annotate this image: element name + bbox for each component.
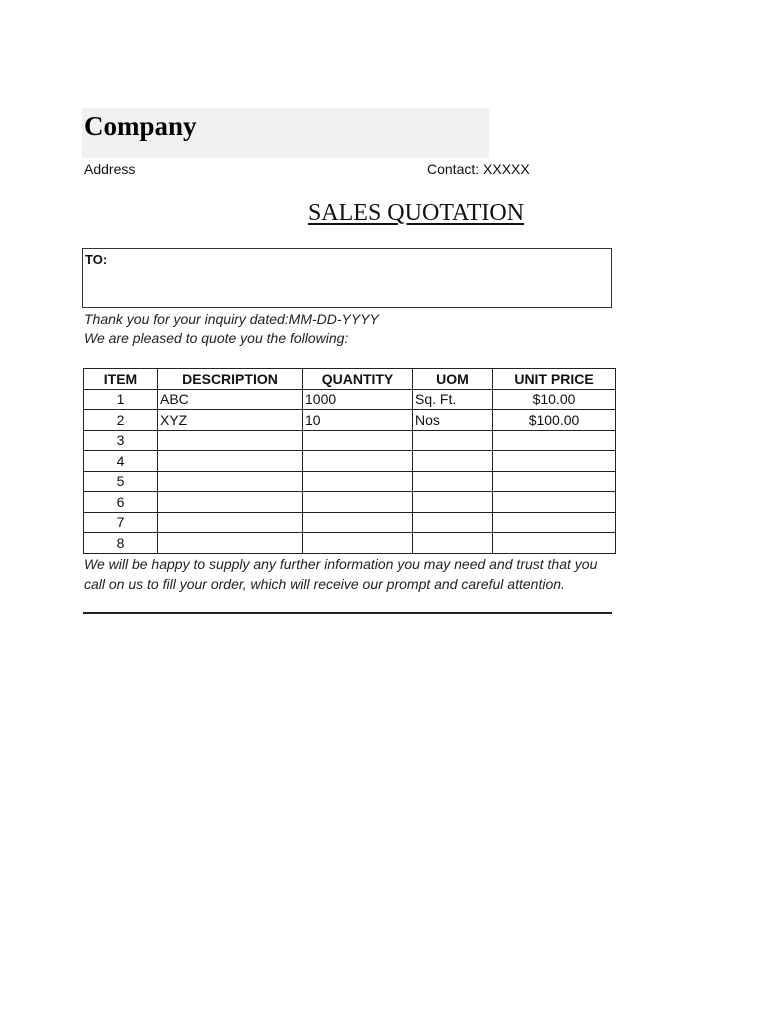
table-row	[84, 430, 616, 451]
intro-line-1: Thank you for your inquiry dated:MM-DD-YYYY	[84, 311, 379, 327]
cell-item: 3	[84, 430, 158, 451]
cell-quantity	[303, 512, 413, 533]
header-unit-price: UNIT PRICE	[493, 369, 616, 390]
cell-item: 4	[84, 451, 158, 472]
cell-uom: Nos	[413, 410, 493, 431]
cell-unit-price	[493, 430, 616, 451]
cell-quantity	[303, 471, 413, 492]
header-item: ITEM	[84, 369, 158, 390]
table-row	[84, 512, 616, 533]
cell-unit-price	[493, 451, 616, 472]
header-description: DESCRIPTION	[158, 369, 303, 390]
cell-uom	[413, 451, 493, 472]
cell-uom	[413, 533, 493, 554]
cell-unit-price	[493, 492, 616, 513]
cell-quantity	[303, 492, 413, 513]
cell-item: 7	[84, 512, 158, 533]
cell-quantity: 1000	[303, 389, 413, 410]
cell-quantity	[303, 451, 413, 472]
table-row	[84, 410, 616, 431]
quotation-table	[83, 368, 616, 554]
cell-description	[158, 471, 303, 492]
intro-line-2: We are pleased to quote you the following:	[84, 330, 349, 346]
cell-item: 2	[84, 410, 158, 431]
cell-item: 6	[84, 492, 158, 513]
cell-quantity	[303, 533, 413, 554]
cell-description: ABC	[158, 389, 303, 410]
cell-item: 8	[84, 533, 158, 554]
cell-quantity	[303, 430, 413, 451]
company-name: Company	[84, 111, 197, 141]
cell-item: 1	[84, 389, 158, 410]
cell-unit-price: $100.00	[493, 410, 616, 431]
cell-description	[158, 533, 303, 554]
footer-divider	[83, 612, 612, 614]
table-row	[84, 389, 616, 410]
cell-uom	[413, 512, 493, 533]
cell-uom	[413, 471, 493, 492]
recipient-box	[82, 248, 612, 308]
closing-text	[84, 554, 612, 594]
cell-uom	[413, 430, 493, 451]
cell-description	[158, 430, 303, 451]
table-header-row	[84, 369, 616, 390]
cell-description: XYZ	[158, 410, 303, 431]
cell-unit-price	[493, 512, 616, 533]
company-contact	[427, 160, 530, 178]
cell-description	[158, 492, 303, 513]
intro-text	[84, 310, 379, 348]
table-row	[84, 492, 616, 513]
table-row	[84, 471, 616, 492]
cell-uom	[413, 492, 493, 513]
contact-label: Contact:	[427, 161, 480, 177]
header-quantity: QUANTITY	[303, 369, 413, 390]
cell-unit-price: $10.00	[493, 389, 616, 410]
closing-line-1: We will be happy to supply any further information you may need and trust that you	[84, 556, 598, 572]
cell-item: 5	[84, 471, 158, 492]
header-uom: UOM	[413, 369, 493, 390]
cell-unit-price	[493, 471, 616, 492]
contact-value: XXXXX	[483, 161, 530, 177]
cell-unit-price	[493, 533, 616, 554]
table-row	[84, 451, 616, 472]
closing-line-2: call on us to fill your order, which will receive our prompt and careful attention.	[84, 576, 565, 592]
cell-description	[158, 451, 303, 472]
recipient-label: TO:	[85, 252, 108, 267]
cell-description	[158, 512, 303, 533]
table-row	[84, 533, 616, 554]
company-address: Address	[84, 161, 136, 177]
document-title: SALES QUOTATION	[307, 200, 525, 226]
cell-quantity: 10	[303, 410, 413, 431]
cell-uom: Sq. Ft.	[413, 389, 493, 410]
